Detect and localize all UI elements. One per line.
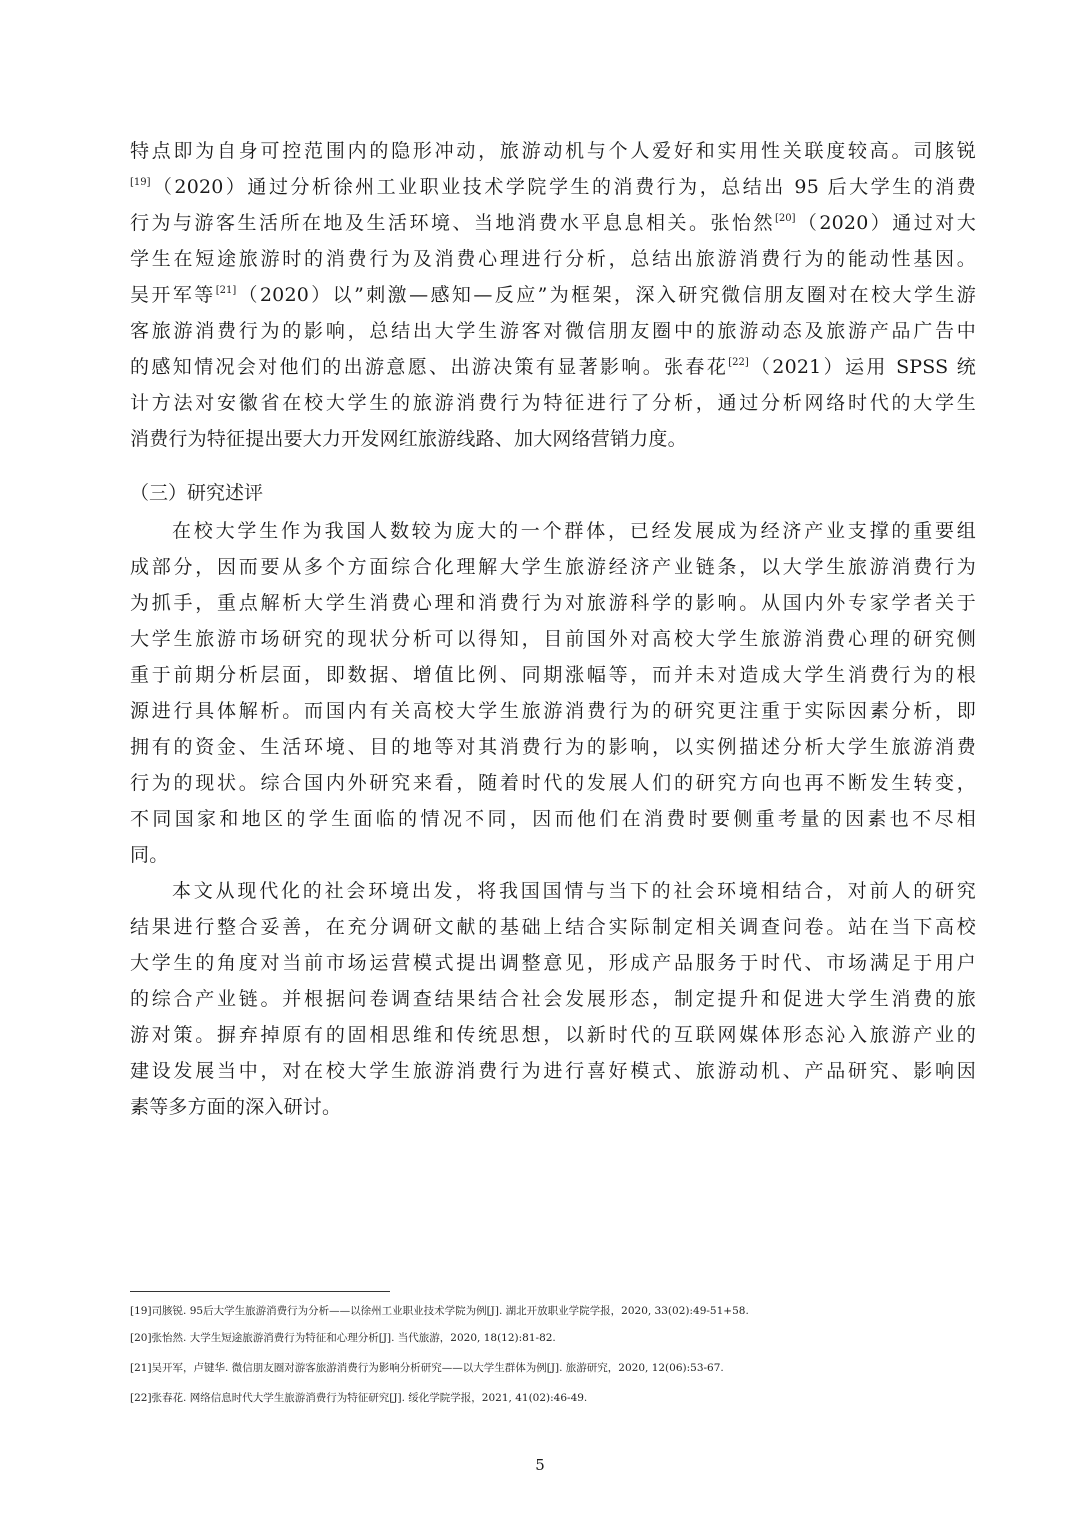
body-line: 不同国家和地区的学生面临的情况不同，因而他们在消费时要侧重考量的因素也不尽相	[130, 808, 976, 830]
body-line: 的综合产业链。并根据问卷调查结果结合社会发展形态，制定提升和促进大学生消费的旅	[130, 988, 976, 1010]
body-line: 素等多方面的深入研讨。	[130, 1096, 342, 1118]
citation-marker: [19]	[130, 177, 151, 188]
body-line: 行为的现状。综合国内外研究来看，随着时代的发展人们的研究方向也再不断发生转变，	[130, 772, 976, 794]
citation-marker: [21]	[215, 285, 237, 296]
body-line: 游对策。摒弃掉原有的固相思维和传统思想，以新时代的互联网媒体形态沁入旅游产业的	[130, 1024, 976, 1046]
body-line: [19]（2020）通过分析徐州工业职业技术学院学生的消费行为，总结出 95 后大学生的消费	[130, 176, 976, 198]
body-line: 大学生的角度对当前市场运营模式提出调整意见，形成产品服务于时代、市场满足于用户	[130, 952, 976, 974]
body-line: 消费行为特征提出要大力开发网红旅游线路、加大网络营销力度。	[130, 428, 687, 450]
footnote: [19]司胲锐. 95后大学生旅游消费行为分析——以徐州工业职业技术学院为例[J]. 湖北开放职业学院学报，2020, 33(02):49-51+58.	[130, 1305, 749, 1317]
body-line: 拥有的资金、生活环境、目的地等对其消费行为的影响，以实例描述分析大学生旅游消费	[130, 736, 976, 758]
body-line: 建设发展当中，对在校大学生旅游消费行为进行喜好模式、旅游动机、产品研究、影响因	[130, 1060, 976, 1082]
body-line: 在校大学生作为我国人数较为庞大的一个群体，已经发展成为经济产业支撑的重要组	[172, 520, 976, 542]
body-line: 计方法对安徽省在校大学生的旅游消费行为特征进行了分析，通过分析网络时代的大学生	[130, 392, 976, 414]
body-line: 结果进行整合妥善，在充分调研文献的基础上结合实际制定相关调查问卷。站在当下高校	[130, 916, 976, 938]
body-line: 吴开军等[21]（2020）以”刺激—感知—反应”为框架，深入研究微信朋友圈对在校大学生游	[130, 284, 976, 306]
body-line: 大学生旅游市场研究的现状分析可以得知，目前国外对高校大学生旅游消费心理的研究侧	[130, 628, 976, 650]
body-line: 学生在短途旅游时的消费行为及消费心理进行分析，总结出旅游消费行为的能动性基因。	[130, 248, 976, 270]
body-line: 客旅游消费行为的影响，总结出大学生游客对微信朋友圈中的旅游动态及旅游产品广告中	[130, 320, 976, 342]
citation-marker: [20]	[775, 213, 796, 224]
body-line: 同。	[130, 844, 169, 866]
body-line: 源进行具体解析。而国内有关高校大学生旅游消费行为的研究更注重于实际因素分析，即	[130, 700, 976, 722]
page-number: 5	[535, 1456, 545, 1474]
body-line: 本文从现代化的社会环境出发，将我国国情与当下的社会环境相结合，对前人的研究	[172, 880, 976, 902]
body-line: 特点即为自身可控范围内的隐形冲动，旅游动机与个人爱好和实用性关联度较高。司胲锐	[130, 140, 976, 162]
body-line: 重于前期分析层面，即数据、增值比例、同期涨幅等，而并未对造成大学生消费行为的根	[130, 664, 976, 686]
body-line: 为抓手，重点解析大学生消费心理和消费行为对旅游科学的影响。从国内外专家学者关于	[130, 592, 976, 614]
section-heading: （三）研究述评	[130, 482, 264, 504]
body-line: 成部分，因而要从多个方面综合化理解大学生旅游经济产业链条，以大学生旅游消费行为	[130, 556, 976, 578]
footnote-divider	[130, 1291, 390, 1292]
footnote: [21]吴开军，卢键华. 微信朋友圈对游客旅游消费行为影响分析研究——以大学生群体为例[J]. 旅游研究，2020, 12(06):53-67.	[130, 1362, 724, 1374]
body-line: 的感知情况会对他们的出游意愿、出游决策有显著影响。张春花[22]（2021）运用 SPSS 统	[130, 356, 976, 378]
citation-marker: [22]	[728, 357, 749, 368]
footnote: [22]张春花. 网络信息时代大学生旅游消费行为特征研究[J]. 绥化学院学报，2021, 41(02):46-49.	[130, 1392, 588, 1404]
footnote: [20]张怡然. 大学生短途旅游消费行为特征和心理分析[J]. 当代旅游，2020, 18(12):81-82.	[130, 1332, 556, 1344]
body-line: 行为与游客生活所在地及生活环境、当地消费水平息息相关。张怡然[20]（2020）通过对大	[130, 212, 976, 234]
